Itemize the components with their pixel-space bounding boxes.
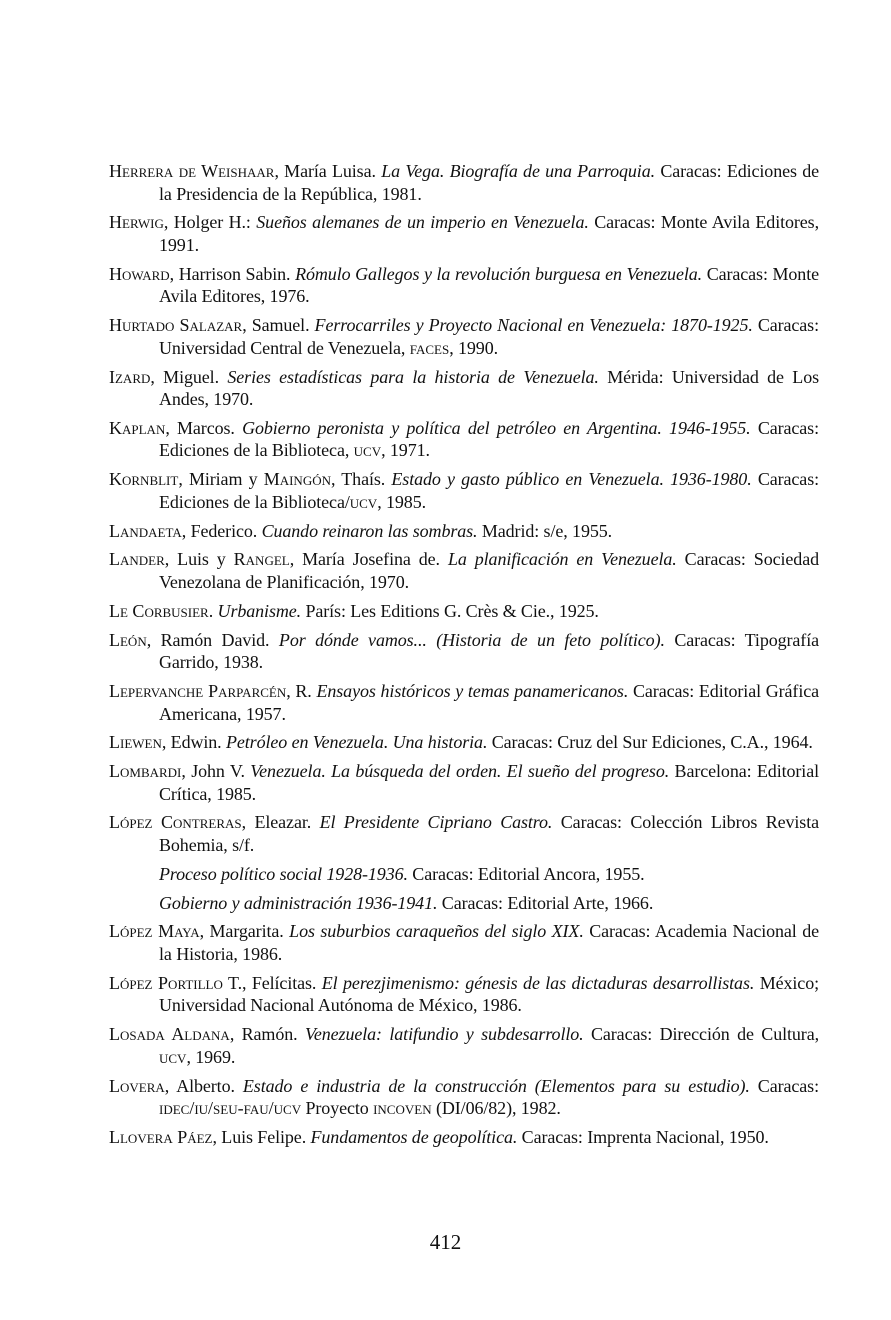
author-surname: Lovera [109,1075,165,1096]
author-surname: Kornblit [109,469,179,490]
publication-info: Caracas: Editorial Gráfica Americana, 1957. [159,680,820,724]
work-title: Venezuela: latifundio y subdesarrollo. [304,1024,584,1045]
work-title: Cuando reinaron las sombras. [261,520,478,541]
author-surname: López Portillo [109,972,223,993]
publication-info: Caracas: Ediciones de la Biblioteca, [159,417,819,461]
publication-info: Mérida: Universidad de Los Andes, 1970. [159,366,820,410]
bibliography-entry-kornblit-maingon [109,468,819,513]
publication-year: (DI/06/82), 1982. [431,1098,561,1119]
project-acronym: incoven [373,1098,432,1119]
bibliography-entry-herwig [109,211,819,256]
author-surname: Herrera de Weishaar [109,161,275,181]
author-given-name: , Margarita. [199,921,290,942]
publication-year: , 1969. [186,1046,236,1067]
work-title: Los suburbios caraqueños del siglo XIX. [289,921,584,942]
publication-info-mid: Proyecto [301,1098,374,1119]
bibliography-entry-lander-rangel [109,548,819,593]
bibliography-subentry-lopez-contreras-proceso [109,863,819,886]
author-given-name: , Marcos. [165,417,243,438]
publication-info: Caracas: Tipografía Garrido, 1938. [159,629,819,673]
author-given-name: , Harrison Sabin. [169,263,296,284]
author-surname: López Contreras [109,812,242,833]
publication-info: Caracas: Ediciones de la Presidencia de la República, 1981. [159,161,819,204]
publisher-acronym: faces [409,337,450,358]
author-given-name: , Edwin. [161,732,226,753]
bibliography-entry-howard [109,263,819,308]
author-surname: Izard [109,366,151,387]
author-given-name: , María Luisa. [274,161,382,181]
bibliography-entry-lepervanche-parparcen [109,680,819,725]
publication-info: Caracas: Cruz del Sur Ediciones, C.A., 1964. [487,732,813,753]
bibliography-entry-lovera [109,1075,819,1120]
publication-info: Caracas: Colección Libros Revista Bohemia, s/f. [159,812,819,856]
author-surname: León [109,629,147,650]
publisher-acronym: idec/iu/seu-fau/ucv [159,1098,302,1119]
bibliography-entry-izard [109,366,819,411]
work-title: Gobierno y administración 1936-1941. [159,892,438,913]
work-title: Gobierno peronista y política del petróleo en Argentina. 1946-1955. [242,417,751,438]
bibliography-entry-losada-aldana [109,1023,819,1068]
work-title: Urbanisme. [217,600,302,621]
publication-info: Caracas: Sociedad Venezolana de Planificación, 1970. [159,549,819,592]
bibliography-entry-leon [109,629,819,674]
publication-info: Madrid: s/e, 1955. [477,520,613,541]
author-surname: Hurtado Salazar [109,315,243,336]
publication-year: , 1985. [377,491,427,512]
publication-info: México; Universidad Nacional Autónoma de México, 1986. [159,972,819,1016]
work-title: La planificación en Venezuela. [447,549,677,570]
work-title: El Presidente Cipriano Castro. [319,812,553,833]
author-given-name: , John V. [181,761,251,782]
bibliography-entry-le-corbusier [109,600,819,623]
publication-year: , 1990. [449,337,498,358]
publication-info: Caracas: Academia Nacional de la Historia, 1986. [159,921,819,964]
work-title: Venezuela. La búsqueda del orden. El sueño del progreso. [250,761,670,782]
bibliography-entry-liewen [109,731,819,754]
bibliography-entry-lombardi [109,760,819,805]
publisher-acronym: ucv [353,440,382,461]
publication-info: Caracas: Ediciones de la Biblioteca/ [159,469,819,512]
author-given-name: , Ramón David. [146,629,279,650]
publisher-acronym: ucv [159,1046,187,1067]
author-given-name: , Alberto. [164,1075,243,1096]
author-surname: Llovera Páez [109,1126,213,1147]
author-given-name: , Holger H.: [163,212,257,233]
work-title: Estado e industria de la construcción (Elementos para su estudio). [242,1075,750,1096]
author-surname: Herwig [109,212,164,233]
bibliography-entry-llovera-paez [109,1126,819,1149]
author-given-name: , Miriam y [178,469,264,490]
work-title: Proceso político social 1928-1936. [159,863,408,884]
author-surname: Howard [109,263,170,284]
bibliography-entry-landaeta [109,520,819,543]
bibliography-entry-lopez-portillo [109,972,819,1017]
publication-info: París: Les Editions G. Crès & Cie., 1925. [301,600,599,621]
publication-info: Barcelona: Editorial Crítica, 1985. [159,761,819,804]
author-surname: Le Corbusier [109,600,209,621]
author-given-name: , Eleazar. [241,812,320,833]
work-title: Por dónde vamos... (Historia de un feto político). [278,629,665,650]
author-surname: Lepervanche Parparcén [109,680,287,701]
publication-info: Caracas: Editorial Ancora, 1955. [407,863,645,884]
author-surname: Kaplan [109,417,166,438]
author-given-name: , Luis Felipe. [212,1126,311,1147]
work-title: Sueños alemanes de un imperio en Venezuela. [256,212,589,233]
work-title: Ensayos históricos y temas panamericanos. [316,680,629,701]
coauthor-surname: Maingón [263,469,331,490]
work-title: Petróleo en Venezuela. Una historia. [225,732,488,753]
publication-info: Caracas: Monte Avila Editores, 1991. [159,212,819,255]
coauthor-surname: Rangel [233,549,290,570]
publication-year: , 1971. [381,440,430,461]
author-surname: Lander [109,549,165,570]
coauthor-given-name: , Thaís. [330,469,392,490]
publisher-acronym: ucv [349,491,378,512]
work-title: Rómulo Gallegos y la revolución burguesa en Venezuela. [295,263,703,284]
author-given-name: , R. [286,680,317,701]
coauthor-given-name: , María Josefina de. [289,549,448,570]
author-surname: Liewen [109,732,162,753]
author-surname: López Maya [109,921,200,942]
publication-info: Caracas: [749,1075,819,1096]
bibliography-entry-lopez-contreras [109,811,819,856]
author-surname: Landaeta [109,520,182,541]
author-given-name: , Ramón. [229,1024,305,1045]
author-given-name: T., Felícitas. [222,972,322,993]
work-title: El perezjimenismo: génesis de las dictaduras desarrollistas. [321,972,755,993]
page-number: 412 [429,1230,462,1254]
bibliography-page [109,160,819,1155]
bibliography-entry-lopez-maya [109,920,819,965]
author-given-name: . [208,600,218,621]
publication-info: Caracas: Imprenta Nacional, 1950. [517,1126,769,1147]
author-given-name: , Luis y [164,549,234,570]
author-surname: Lombardi [109,761,182,782]
bibliography-entry-kaplan [109,417,819,462]
bibliography-subentry-lopez-contreras-gobierno [109,892,819,915]
publication-info: Caracas: Dirección de Cultura, [583,1024,819,1045]
publication-info: Caracas: Editorial Arte, 1966. [437,892,654,913]
bibliography-entry-herrera-de-weishaar [109,160,819,205]
work-title: La Vega. Biografía de una Parroquia. [381,161,656,181]
work-title: Ferrocarriles y Proyecto Nacional en Venezuela: 1870-1925. [314,315,753,336]
bibliography-entry-hurtado-salazar [109,314,819,359]
work-title: Estado y gasto público en Venezuela. 1936-1980. [391,469,752,490]
author-surname: Losada Aldana [109,1024,230,1045]
publication-info: Caracas: Monte Avila Editores, 1976. [159,263,820,307]
author-given-name: , Samuel. [242,315,315,336]
publication-info: Caracas: Universidad Central de Venezuela, [159,315,819,358]
author-given-name: , Federico. [181,520,262,541]
author-given-name: , Miguel. [150,366,228,387]
work-title: Fundamentos de geopolítica. [310,1126,518,1147]
work-title: Series estadísticas para la historia de Venezuela. [227,366,599,387]
